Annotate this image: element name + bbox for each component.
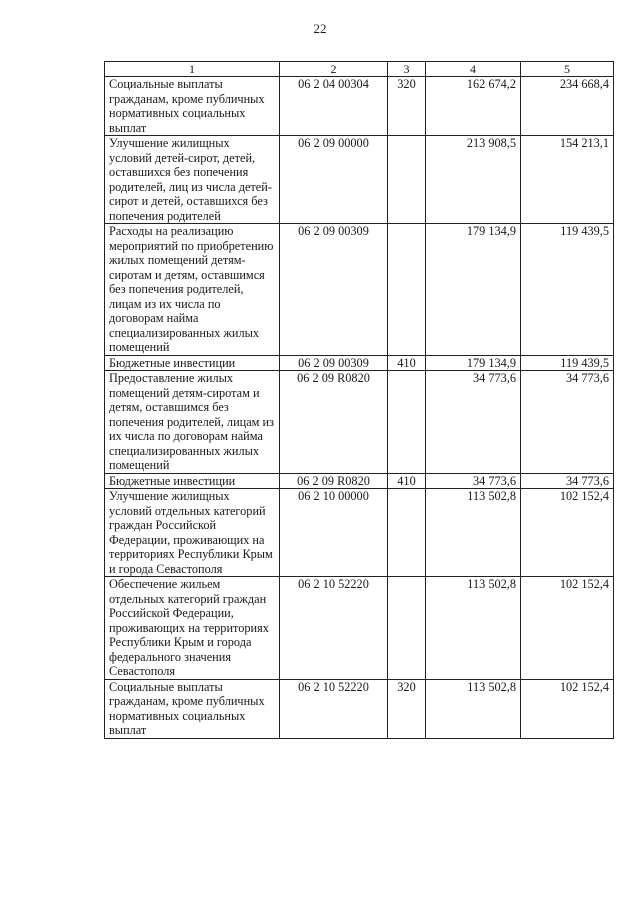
column-header-1: 1 — [105, 62, 280, 77]
row-value-4-cell: 179 134,9 — [426, 355, 521, 371]
table-row — [105, 136, 614, 224]
row-value-4-cell: 162 674,2 — [426, 77, 521, 136]
row-code-cell: 06 2 04 00304 — [280, 77, 388, 136]
row-name-cell: Предоставление жилых помещений детям-сиротам и детям, оставшимся без попечения родителей, лицам из их числа по договорам найма специализированных жилых помещений — [105, 371, 280, 474]
row-type-cell: 410 — [388, 473, 426, 489]
row-value-5-cell: 102 152,4 — [521, 489, 614, 577]
column-header-2: 2 — [280, 62, 388, 77]
budget-table — [104, 61, 614, 739]
column-header-5: 5 — [521, 62, 614, 77]
row-type-cell — [388, 489, 426, 577]
row-value-5-cell: 154 213,1 — [521, 136, 614, 224]
column-header-4: 4 — [426, 62, 521, 77]
table-row — [105, 224, 614, 356]
row-value-4-cell: 113 502,8 — [426, 577, 521, 680]
row-type-cell — [388, 371, 426, 474]
column-header-3: 3 — [388, 62, 426, 77]
row-code-cell: 06 2 09 00000 — [280, 136, 388, 224]
row-code-cell: 06 2 10 00000 — [280, 489, 388, 577]
table-header — [105, 62, 614, 77]
row-value-5-cell: 34 773,6 — [521, 473, 614, 489]
table-row — [105, 371, 614, 474]
row-value-4-cell: 34 773,6 — [426, 371, 521, 474]
table-row — [105, 473, 614, 489]
row-name-cell: Улучшение жилищных условий детей-сирот, детей, оставшихся без попечения родителей, лиц из числа детей-сирот и детей, оставшихся без попечения родителей — [105, 136, 280, 224]
row-code-cell: 06 2 09 00309 — [280, 224, 388, 356]
row-code-cell: 06 2 09 R0820 — [280, 473, 388, 489]
table-row — [105, 679, 614, 738]
row-code-cell: 06 2 10 52220 — [280, 679, 388, 738]
table-row — [105, 489, 614, 577]
row-value-5-cell: 102 152,4 — [521, 679, 614, 738]
row-value-5-cell: 34 773,6 — [521, 371, 614, 474]
row-name-cell: Социальные выплаты гражданам, кроме публичных нормативных социальных выплат — [105, 77, 280, 136]
row-value-4-cell: 113 502,8 — [426, 679, 521, 738]
row-value-5-cell: 234 668,4 — [521, 77, 614, 136]
row-value-5-cell: 119 439,5 — [521, 224, 614, 356]
row-value-5-cell: 119 439,5 — [521, 355, 614, 371]
table-row — [105, 577, 614, 680]
row-name-cell: Бюджетные инвестиции — [105, 473, 280, 489]
row-code-cell: 06 2 10 52220 — [280, 577, 388, 680]
row-code-cell: 06 2 09 00309 — [280, 355, 388, 371]
page-number: 22 — [313, 21, 327, 36]
row-type-cell: 320 — [388, 77, 426, 136]
row-value-4-cell: 213 908,5 — [426, 136, 521, 224]
row-name-cell: Социальные выплаты гражданам, кроме публичных нормативных социальных выплат — [105, 679, 280, 738]
row-value-4-cell: 179 134,9 — [426, 224, 521, 356]
row-name-cell: Бюджетные инвестиции — [105, 355, 280, 371]
row-name-cell: Расходы на реализацию мероприятий по приобретению жилых помещений детям-сиротам и детям, оставшимся без попечения родителей, лицам из их числа по договорам найма специализированных жилых помещений — [105, 224, 280, 356]
row-type-cell: 320 — [388, 679, 426, 738]
table-row — [105, 355, 614, 371]
row-name-cell: Обеспечение жильем отдельных категорий граждан Российской Федерации, проживающих на территориях Республики Крым и города федерального значения Севастополя — [105, 577, 280, 680]
row-type-cell — [388, 136, 426, 224]
row-type-cell: 410 — [388, 355, 426, 371]
row-name-cell: Улучшение жилищных условий отдельных категорий граждан Российской Федерации, проживающих на территориях Республики Крым и города Севастополя — [105, 489, 280, 577]
table-body — [105, 77, 614, 739]
row-code-cell: 06 2 09 R0820 — [280, 371, 388, 474]
row-value-4-cell: 113 502,8 — [426, 489, 521, 577]
row-value-5-cell: 102 152,4 — [521, 577, 614, 680]
header-row — [105, 62, 614, 77]
row-type-cell — [388, 224, 426, 356]
row-type-cell — [388, 577, 426, 680]
row-value-4-cell: 34 773,6 — [426, 473, 521, 489]
table-row — [105, 77, 614, 136]
